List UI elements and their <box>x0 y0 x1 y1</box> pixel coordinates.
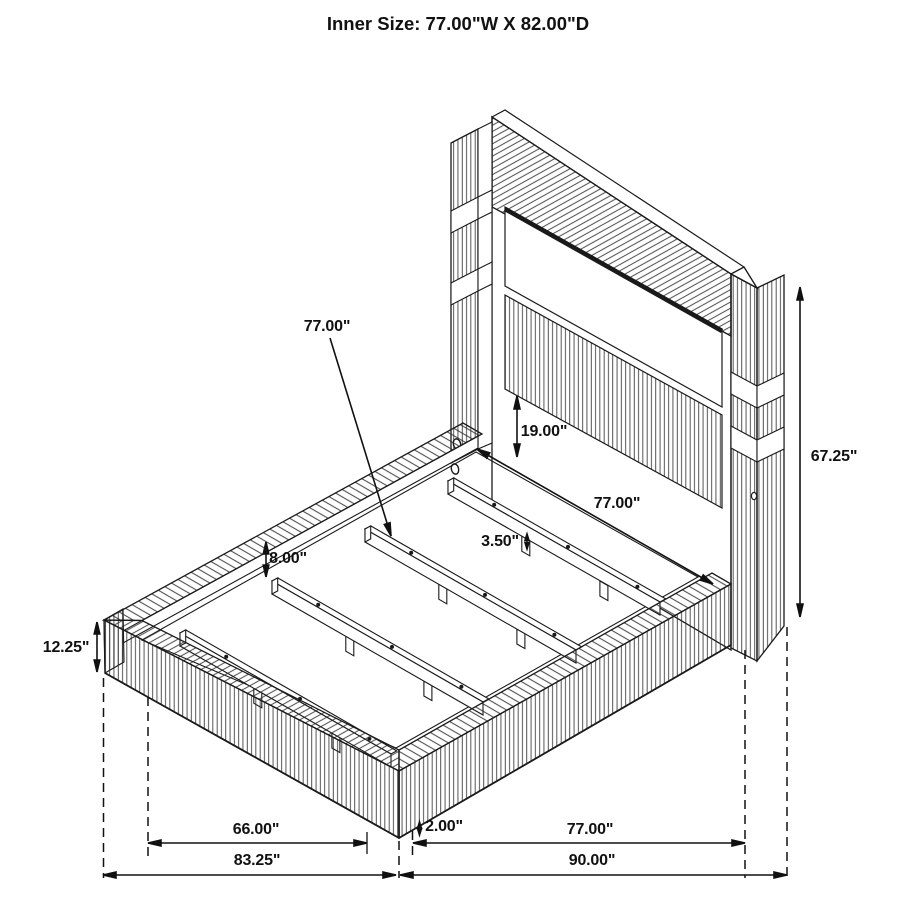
dim-base-height-label: 12.25" <box>42 639 90 656</box>
slat <box>272 578 489 715</box>
post-screw-hole <box>751 492 756 499</box>
dim-slat-length-label: 77.00" <box>303 318 351 335</box>
dim-inner-width-diagonal-label: 77.00" <box>593 495 641 512</box>
left-rail-inner-face <box>123 436 478 643</box>
dim-inner-width-bottom-label: 77.00" <box>566 821 614 838</box>
page-title: Inner Size: 77.00"W X 82.00"D <box>326 13 590 34</box>
dim-rail-height-label: 8.00" <box>269 550 307 567</box>
dim-headboard-clearance-label: 19.00" <box>520 423 568 440</box>
dim-slat-thickness-label: 3.50" <box>481 533 519 550</box>
right-rail-outer-face <box>399 584 731 838</box>
headboard-right-post <box>731 267 784 661</box>
headboard-left-post <box>451 122 492 463</box>
dim-inner-depth-label: 66.00" <box>232 821 280 838</box>
dim-rail-thickness-label: 2.00" <box>425 818 463 835</box>
dim-outer-width-label: 90.00" <box>568 852 616 869</box>
dim-headboard-height-label: 67.25" <box>810 448 858 465</box>
dim-outer-depth-label: 83.25" <box>233 852 281 869</box>
